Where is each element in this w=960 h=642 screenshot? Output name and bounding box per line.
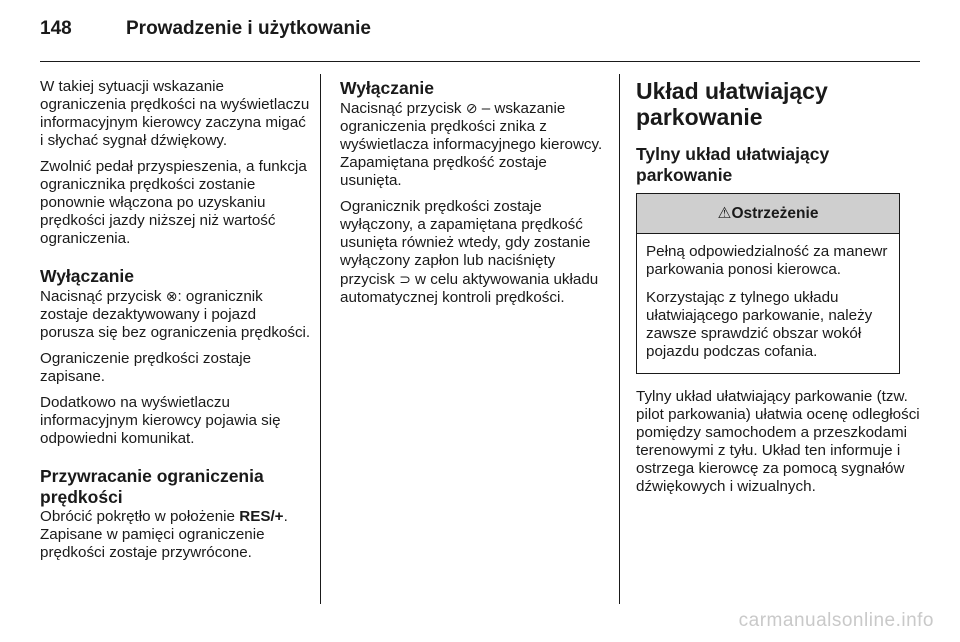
page-title: Prowadzenie i użytkowanie	[126, 18, 371, 39]
paragraph: Nacisnąć przycisk ⊗: ogranicznik zostaje dezaktywowany i pojazd porusza się bez ograniczenia prędkości.	[40, 288, 311, 341]
paragraph: Ograniczenie prędkości zostaje zapisane.	[40, 350, 252, 385]
limiter-off-icon: ⊗	[165, 288, 178, 304]
paragraph: W takiej sytuacji wskazanie ograniczenia prędkości na wyświetlaczu informacyjnym kierowcy zaczyna migać i słychać sygnał dźwiękowy.	[40, 78, 310, 149]
page-number: 148	[40, 18, 72, 39]
warning-text: Pełną odpowiedzialność za manewr parkowania ponosi kierowca.	[646, 243, 888, 278]
page-header	[40, 18, 920, 58]
section-heading-off: Wyłączanie	[40, 266, 135, 286]
chapter-heading: Układ ułatwiający parkowanie	[636, 78, 828, 130]
cancel-icon: ⊘	[465, 100, 478, 116]
paragraph: Obrócić pokrętło w położenie RES/+. Zapisane w pamięci ograniczenie prędkości zostaje przywrócone.	[40, 508, 288, 561]
warning-header	[637, 194, 899, 234]
section-heading-off: Wyłączanie	[340, 78, 435, 98]
paragraph: Zwolnić pedał przyspieszenia, a funkcja ogranicznika prędkości zostanie ponownie włączona po uzyskaniu prędkości jazdy niższej niż wartość ograniczenia.	[40, 158, 307, 247]
column-divider-1	[320, 74, 321, 604]
warning-title: Ostrzeżenie	[731, 205, 819, 222]
section-heading-restore: Przywracanie ograniczenia prędkości	[40, 466, 264, 507]
paragraph: Tylny układ ułatwiający parkowanie (tzw. pilot parkowania) ułatwia ocenę odległości pomiędzy samochodem a przeszkodami terenowymi z tyłu. Układ ten informuje i ostrzega kierowcę za pomocą sygnałów dźwiękowych i wizualnych.	[636, 388, 920, 495]
column-divider-2	[619, 74, 620, 604]
paragraph: Nacisnąć przycisk ⊘ – wskazanie ograniczenia prędkości znika z wyświetlacza informacyjnego kierowcy. Zapamiętana prędkość zostaje usunięta.	[340, 100, 603, 189]
header-rule	[40, 61, 920, 62]
column-2	[340, 78, 612, 315]
warning-box	[636, 193, 900, 374]
cruise-control-icon: ⊃	[399, 271, 411, 287]
warning-text: Korzystając z tylnego układu ułatwiającego parkowanie, należy zawsze sprawdzić obszar wokół pojazdu podczas cofania.	[646, 289, 873, 360]
column-1	[40, 78, 312, 570]
paragraph: Ogranicznik prędkości zostaje wyłączony, a zapamiętana prędkość usunięta również wtedy, gdy zostanie wyłączony zapłon lub naciśnięty przycisk ⊃ w celu aktywowania układu automatycznej kontroli prędkości.	[340, 198, 599, 306]
section-heading: Tylny układ ułatwiający parkowanie	[636, 144, 830, 185]
warning-icon: ⚠	[717, 205, 732, 222]
paragraph: Dodatkowo na wyświetlaczu informacyjnym kierowcy pojawia się odpowiedni komunikat.	[40, 394, 281, 447]
res-label: RES/+	[239, 508, 284, 525]
watermark: carmanualsonline.info	[738, 610, 934, 631]
column-3	[636, 78, 922, 504]
